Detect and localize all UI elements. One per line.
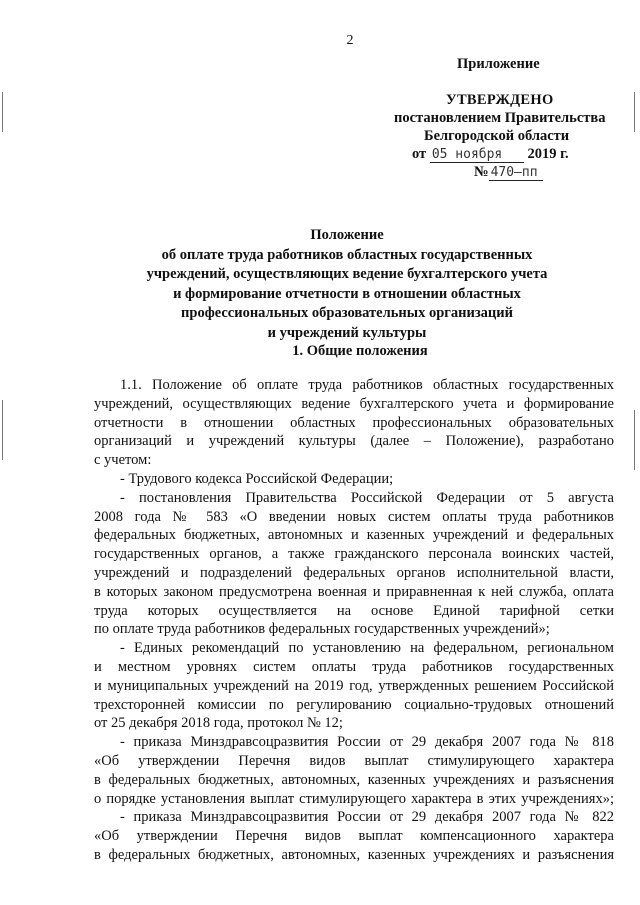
- number-prefix: №: [474, 164, 489, 180]
- title-line: и формирование отчетности в отношении областных: [173, 285, 521, 302]
- body-line: по оплате труда работников федеральных государственных учреждений»;: [94, 621, 550, 638]
- body-line: в которых законом предусмотрена военная и приравненная к ней служба, оплата: [94, 583, 614, 600]
- approval-line-2: Белгородской области: [424, 128, 570, 144]
- page-number: 2: [346, 33, 354, 48]
- scan-edge-mark: [634, 92, 635, 132]
- body-line: федеральных бюджетных, автономных и казенных учреждений и федеральных: [94, 527, 614, 544]
- body-line: - Единых рекомендаций по установлению на федеральном, региональном: [120, 640, 614, 657]
- body-line: труда которых осуществляется на основе Единой тарифной сетки: [94, 602, 614, 619]
- approval-number-line: [474, 164, 543, 181]
- body-line: от 25 декабря 2018 года, протокол № 12;: [94, 715, 343, 732]
- approval-line-1: постановлением Правительства: [394, 110, 606, 126]
- title-line: учреждений, осуществляющих ведение бухгалтерского учета: [146, 266, 548, 282]
- date-value: 05 ноября: [430, 147, 524, 163]
- date-year: 2019 г.: [527, 146, 569, 162]
- body-text: [94, 376, 614, 865]
- section-heading: 1. Общие положения: [292, 343, 428, 359]
- body-line: и муниципальных учреждений на 2019 год, утвержденных решением Российской: [94, 677, 614, 694]
- title-line: об оплате труда работников областных государственных: [161, 246, 533, 263]
- title-line: Положение: [310, 227, 384, 243]
- approved-label: УТВЕРЖДЕНО: [446, 92, 554, 108]
- annex-label: Приложение: [457, 56, 540, 72]
- title-line: и учреждений культуры: [267, 324, 427, 341]
- body-line: - Трудового кодекса Российской Федерации;: [120, 470, 394, 487]
- body-line: в федеральных бюджетных, автономных, казенных учреждениях и разъяснения: [94, 771, 614, 788]
- body-line: - приказа Минздравсоцразвития России от 29 декабря 2007 года № 822: [120, 809, 614, 826]
- body-line: - постановления Правительства Российской Федерации от 5 августа: [120, 489, 614, 506]
- body-line: о порядке установления выплат стимулирующего характера в этих учреждениях»;: [94, 790, 614, 807]
- body-line: 1.1. Положение об оплате труда работников областных государственных: [120, 377, 614, 393]
- scan-edge-mark: [634, 410, 635, 470]
- body-line: 2008 года № 583 «О введении новых систем оплаты труда работников: [94, 508, 614, 525]
- date-prefix: от: [412, 146, 427, 162]
- body-line: отчетности в отношении областных профессиональных образовательных: [94, 414, 614, 431]
- body-line: трехсторонней комиссии по регулированию социально-трудовых отношений: [94, 696, 614, 713]
- body-line: и местном уровнях систем оплаты труда работников государственных: [94, 658, 614, 675]
- body-line: учреждений, осуществляющих ведение бухгалтерского учета и формирование: [94, 395, 614, 412]
- body-line: «Об утверждении Перечня видов выплат компенсационного характера: [94, 828, 614, 845]
- body-line: организаций и учреждений культуры (далее – Положение), разработано: [94, 433, 614, 450]
- scan-edge-mark: [2, 92, 3, 132]
- approval-date-line: [412, 146, 569, 163]
- number-value: 470–пп: [489, 165, 543, 181]
- document-title: [130, 226, 564, 343]
- body-line: «Об утверждении Перечня видов выплат стимулирующего характера: [94, 752, 614, 769]
- scan-edge-mark: [2, 400, 3, 460]
- body-line: - приказа Минздравсоцразвития России от 29 декабря 2007 года № 818: [120, 734, 614, 751]
- body-line: учреждений и подразделений федеральных органов исполнительной власти,: [94, 564, 614, 581]
- title-line: профессиональных образовательных организаций: [181, 305, 513, 321]
- body-line: государственных органов, а также гражданского персонала воинских частей,: [94, 546, 614, 563]
- body-line: в федеральных бюджетных, автономных, казенных учреждениях и разъяснения: [94, 846, 614, 863]
- body-line: с учетом:: [94, 452, 152, 469]
